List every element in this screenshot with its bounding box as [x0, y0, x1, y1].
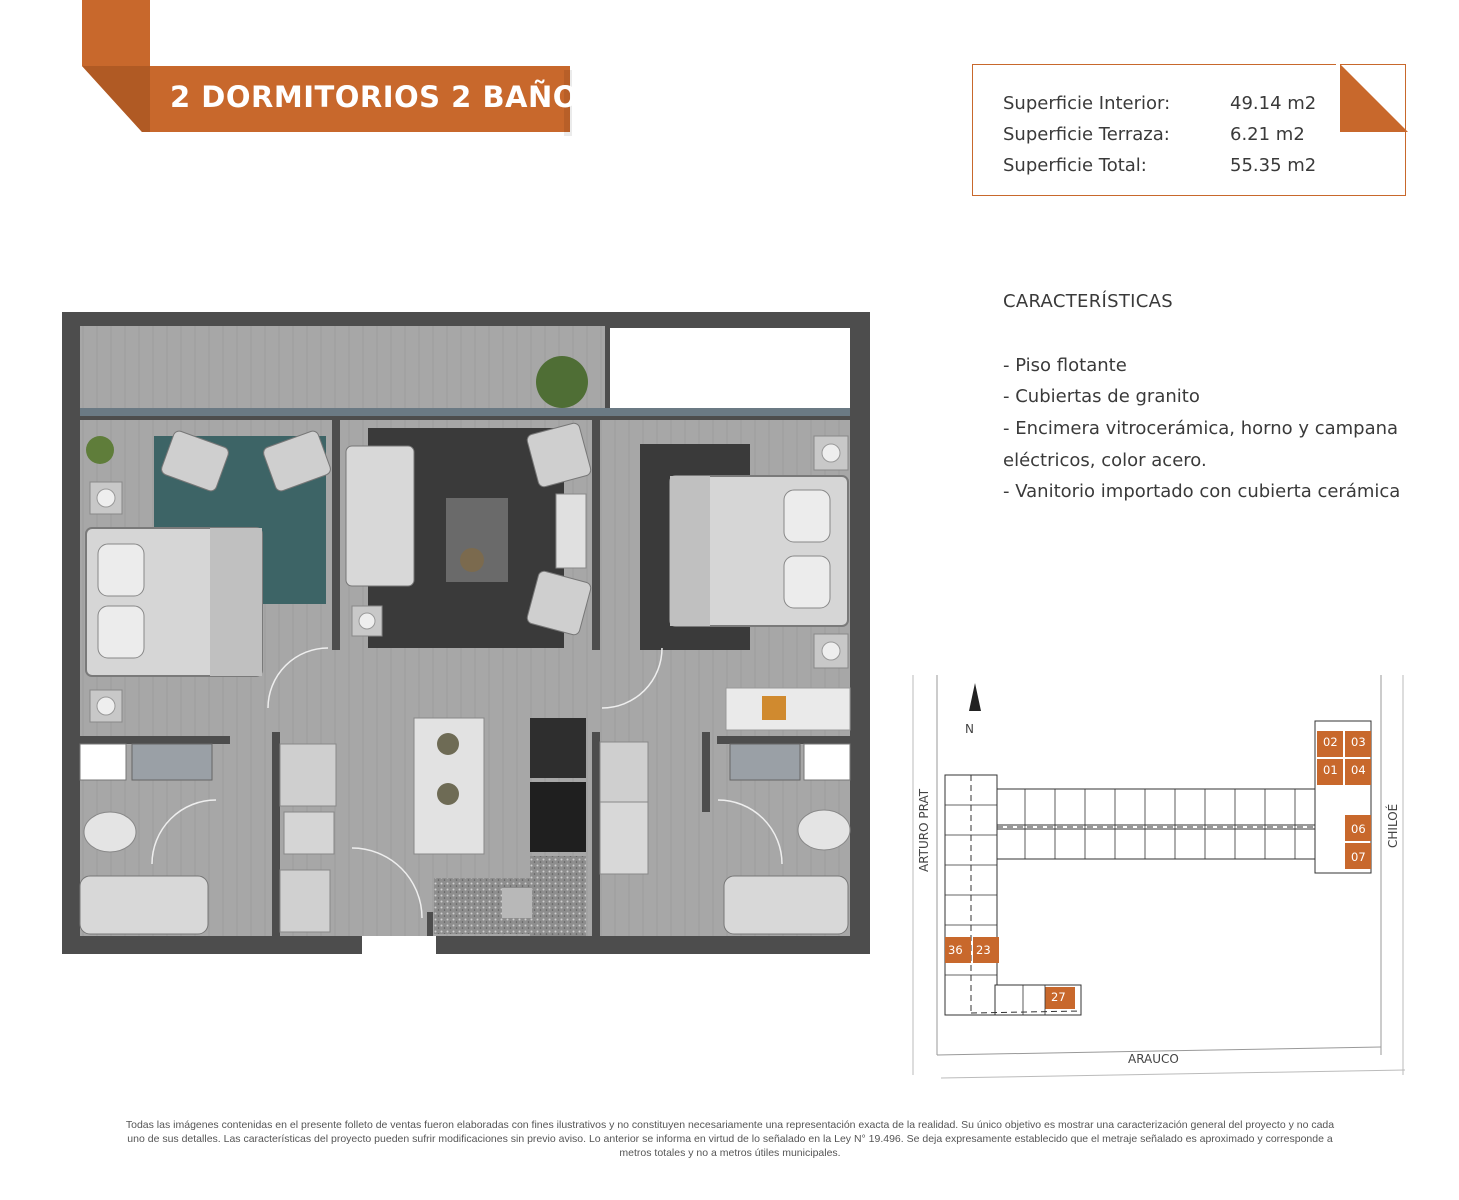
feature-item: - Encimera vitrocerámica, horno y campana	[1003, 418, 1399, 439]
street-arturo-prat: ARTURO PRAT	[917, 788, 931, 872]
street-chiloe: CHILOÉ	[1386, 803, 1400, 848]
unit-label: 06	[1351, 822, 1366, 836]
unit-label: 36	[948, 943, 963, 957]
feature-item: - Cubiertas de granito	[1003, 386, 1200, 407]
surface-terrace-label: Superficie Terraza:	[1003, 124, 1170, 145]
street-arauco: ARAUCO	[1128, 1052, 1179, 1066]
disclaimer-line: Todas las imágenes contenidas en el presente folleto de ventas fueron elaboradas con fines ilustrativos y no constituyen necesariamente una representación exacta de la realidad. Su único objetivo es mostrar una caracterización general del proyecto y no cada	[125, 1119, 1335, 1131]
feature-item: - Piso flotante	[1003, 355, 1127, 376]
unit-label: 04	[1351, 763, 1366, 777]
surface-interior-value: 49.14 m2	[1230, 93, 1317, 114]
feature-item-continued: eléctricos, color acero.	[1003, 450, 1207, 471]
surface-total-value: 55.35 m2	[1230, 155, 1317, 176]
features-heading: CARACTERÍSTICAS	[1003, 291, 1173, 312]
surface-terrace-value: 6.21 m2	[1230, 124, 1305, 145]
surface-interior-label: Superficie Interior:	[1003, 93, 1171, 114]
surface-total-label: Superficie Total:	[1003, 155, 1147, 176]
unit-label: 07	[1351, 850, 1366, 864]
disclaimer-line: metros totales y no a metros útiles municipales.	[619, 1147, 841, 1159]
unit-label: 23	[976, 943, 991, 957]
floor-plan	[62, 312, 870, 954]
north-label: N	[965, 722, 974, 736]
legal-disclaimer	[55, 1118, 1405, 1160]
unit-label: 03	[1351, 735, 1366, 749]
title-ribbon-tab	[82, 0, 150, 66]
surface-box-corner-fold	[1336, 64, 1410, 134]
unit-label: 02	[1323, 735, 1338, 749]
site-plan	[905, 675, 1415, 1085]
disclaimer-line: uno de sus detalles. Las características del proyecto pueden sufrir modificaciones sin previo aviso. Lo anterior se informa en virtud de lo señalado en la Ley N° 19.496. Se deja expresamente establecido que el metraje señalado es aproximado y corresponde a	[127, 1133, 1333, 1145]
page-title: 2 DORMITORIOS 2 BAÑOS	[170, 80, 600, 114]
feature-item: - Vanitorio importado con cubierta cerámica	[1003, 481, 1401, 502]
unit-label: 01	[1323, 763, 1338, 777]
unit-label: 27	[1051, 990, 1066, 1004]
